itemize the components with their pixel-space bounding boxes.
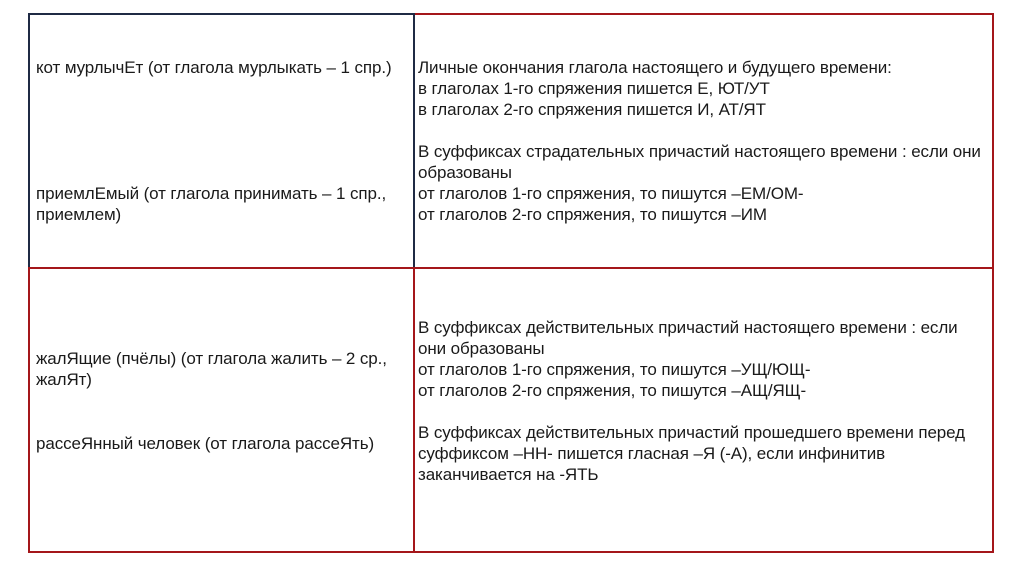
table-bottom-border <box>28 551 994 553</box>
row1-right-cell <box>418 57 986 225</box>
rule-line: от глаголов 2-го спряжения, то пишутся –АЩ/ЯЩ- <box>418 381 807 400</box>
table-right-border <box>992 13 994 553</box>
table-left-border-bottom <box>28 267 30 553</box>
rule-line: в глаголах 2-го спряжения пишется И, АТ/ЯТ <box>418 100 766 119</box>
rule-line: от глаголов 2-го спряжения, то пишутся –ИМ <box>418 205 767 224</box>
example-text: жалЯщие (пчёлы) (от глагола жалить – 2 ср., жалЯт) <box>36 349 387 389</box>
table-left-border-top <box>28 13 30 269</box>
rule-line: В суффиксах действительных причастий настоящего времени : если они образованы <box>418 318 958 358</box>
rule-line: В суффиксах действительных причастий прошедшего времени перед суффиксом –НН- пишется гласная –Я (-А), если инфинитив заканчивается на -ЯТЬ <box>418 423 965 484</box>
row2-left-cell-second <box>36 433 406 454</box>
row2-right-cell <box>418 317 986 485</box>
table-center-border-bottom <box>413 267 415 553</box>
rule-line: в глаголах 1-го спряжения пишется Е, ЮТ/УТ <box>418 79 770 98</box>
example-text: кот мурлычЕт (от глагола мурлыкать – 1 спр.) <box>36 58 392 77</box>
table-top-border-left <box>28 13 416 15</box>
rule-line: В суффиксах страдательных причастий настоящего времени : если они образованы <box>418 142 981 182</box>
table-middle-border <box>28 267 994 269</box>
example-text: рассеЯнный человек (от глагола рассеЯть) <box>36 434 375 453</box>
example-text: приемлЕмый (от глагола принимать – 1 спр., приемлем) <box>36 184 387 224</box>
row1-left-cell-second <box>36 183 406 225</box>
rule-line: Личные окончания глагола настоящего и будущего времени: <box>418 58 892 77</box>
row2-left-cell <box>36 348 406 390</box>
row1-left-cell <box>36 57 406 78</box>
table-center-border-top <box>413 13 415 269</box>
rule-line: от глаголов 1-го спряжения, то пишутся –УЩ/ЮЩ- <box>418 360 811 379</box>
rule-line: от глаголов 1-го спряжения, то пишутся –ЕМ/ОМ- <box>418 184 804 203</box>
table-top-border-right <box>414 13 994 15</box>
